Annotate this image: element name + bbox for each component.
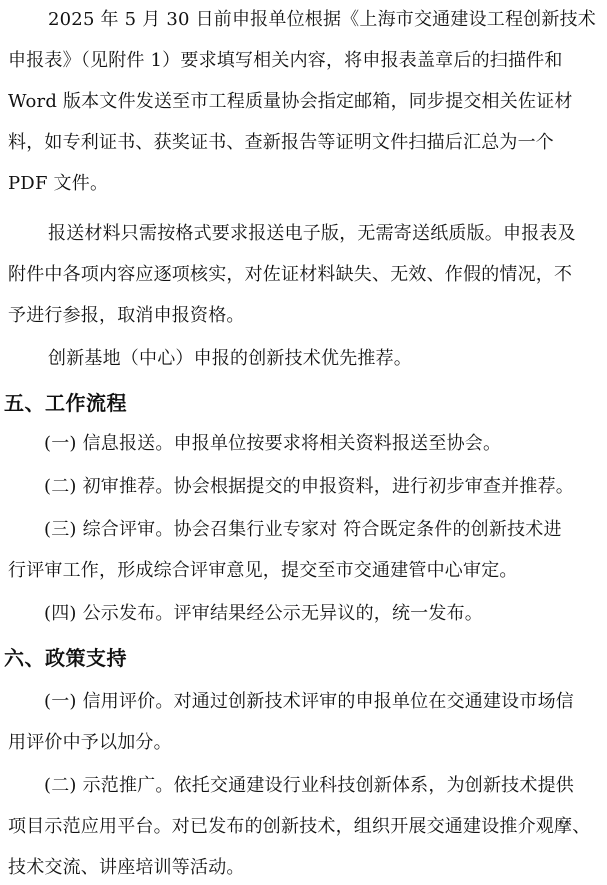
- section-5-heading: 五、工作流程: [4, 391, 127, 415]
- intro-para2-line-3: 予进行参报，取消申报资格。: [8, 305, 245, 326]
- section-6-item-2-line-3: 技术交流、讲座培训等活动。: [8, 857, 245, 878]
- intro-para1-line-3: Word 版本文件发送至市工程质量协会指定邮箱，同步提交相关佐证材: [8, 91, 573, 112]
- section-6-item-1-line-2: 用评价中予以加分。: [8, 732, 172, 753]
- section-6-item-2-line-2: 项目示范应用平台。对已发布的创新技术，组织开展交通建设推介观摩、: [8, 816, 591, 837]
- section-5-item-3-line-1: (三) 综合评审。协会召集行业专家对 符合既定条件的创新技术进: [44, 519, 562, 540]
- section-6-item-2-line-1: (二) 示范推广。依托交通建设行业科技创新体系，为创新技术提供: [44, 775, 574, 796]
- intro-para2-line-2: 附件中各项内容应逐项核实，对佐证材料缺失、无效、作假的情况，不: [8, 264, 573, 285]
- intro-para1-line-5: PDF 文件。: [8, 173, 109, 194]
- intro-para1-line-1: 2025 年 5 月 30 日前申报单位根据《上海市交通建设工程创新技术: [48, 9, 596, 30]
- section-5-item-1: (一) 信息报送。申报单位按要求将相关资料报送至协会。: [44, 433, 502, 454]
- intro-para1-line-2: 申报表》（见附件 1）要求填写相关内容，将申报表盖章后的扫描件和: [8, 50, 563, 71]
- intro-para1-line-4: 料，如专利证书、获奖证书、查新报告等证明文件扫描后汇总为一个: [8, 132, 554, 153]
- section-5-item-4: (四) 公示发布。评审结果经公示无异议的，统一发布。: [44, 603, 483, 624]
- section-6-item-1-line-1: (一) 信用评价。对通过创新技术评审的申报单位在交通建设市场信: [44, 691, 574, 712]
- section-5-item-2: (二) 初审推荐。协会根据提交的申报资料，进行初步审查并推荐。: [44, 476, 574, 497]
- intro-para2-line-1: 报送材料只需按格式要求报送电子版，无需寄送纸质版。申报表及: [48, 223, 576, 244]
- section-5-item-3-line-2: 行评审工作，形成综合评审意见，提交至市交通建管中心审定。: [8, 560, 518, 581]
- section-6-heading: 六、政策支持: [4, 646, 127, 670]
- intro-para3-line-1: 创新基地（中心）申报的创新技术优先推荐。: [48, 348, 412, 369]
